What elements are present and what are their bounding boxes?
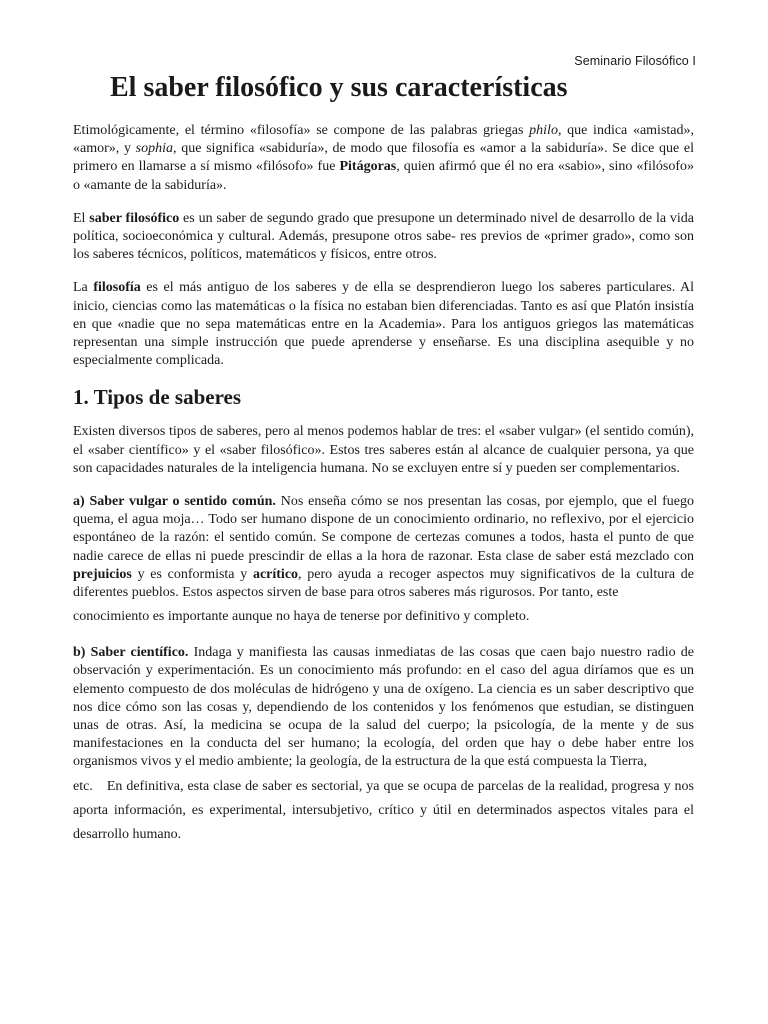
text-run: es un saber de segundo grado que presupone un determinado nivel de desarrollo de la vida política, socioeconómica y cultural. Además, presupone otros sabe- res previos de «primer grado», como son los saberes técnicos, políticos, matemáticos y físicos, entre otros. [73,210,694,263]
text-run: Etimológicamente, el término «filosofía» se compone de las palabras griegas [73,123,530,138]
text-run: , que indica «amistad», «amor», y [73,123,694,157]
text-run: y es conformista y [131,566,253,582]
text-run: , que significa «sabiduría», de modo que filosofía es «amor a la sabiduría». Se dice que el primero en llamarse a sí mismo «filósofo» fue [73,141,694,175]
term-prejuicios: prejuicios [73,566,132,582]
text-run: Nos enseña cómo se nos presentan las cosas, por ejemplo, que el fuego quema, el agua moja… Todo ser humano dispone de un conocimiento ordinario, no reflexivo, por el ejercicio espontáneo de la razón: el sentido común. Se compone de certezas comunes a todos, hasta el punto de que nadie carece de ellas ni puede prescindir de ellas a la hora de razonar. Esta clase de saber está mezclado con [73,494,694,564]
text-run: , quien afirmó que él no era «sabio», sino «filósofo» o «amante de la sabiduría». [73,159,694,193]
paragraph-tail: conocimiento es importante aunque no haya de tenerse por definitivo y completo. [73,609,530,625]
intro-paragraph-etymology [73,122,694,195]
term-philo: philo [529,123,558,138]
intro-paragraph-second-grade [73,210,694,265]
running-header: Seminario Filosófico I [574,54,696,68]
term-saber-filosofico: saber filosófico [89,210,180,226]
text-run: es el más antiguo de los saberes y de ella se desprendieron luego los saberes particulares. Al inicio, ciencias como las matemáticas o la física no estaban bien diferenciadas. Tanto es así que Platón insistía en que «nadie que no sepa matemáticas entre en la Academia». Para los antiguos griegos las matemáticas representan una simple instrucción que puede aprenderse y enseñarse. Es una disciplina asequible y no especialmente complicada. [73,280,695,369]
document-body [73,122,694,862]
text-run: El [73,210,90,226]
text-run: La [73,280,94,296]
paragraph-tail [73,775,694,847]
section-paragraph-three-types: Existen diversos tipos de saberes, pero al menos podemos hablar de tres: el «saber vulgar» (el sentido común), el «saber científico» y el «saber filosófico». Estos tres saberes están al alcance de cualquier persona, ya que son capacidades naturales de la inteligencia humana. No se excluyen entre sí y pueden ser complementarios. [73,424,694,476]
intro-paragraph-oldest [73,279,694,370]
text-run: , pero ayuda a recoger aspectos muy significativos de la cultura de diferentes pueblos. Estos aspectos sirven de base para otros saberes más rigurosos. Por tanto, este [73,566,695,601]
term-pitagoras: Pitágoras [339,159,397,175]
paragraph-saber-vulgar [73,493,694,629]
term-sophia: sophia [135,141,173,157]
paragraph-saber-cientifico [73,644,694,846]
item-label-saber-vulgar: a) Saber vulgar o sentido común. [73,494,276,510]
term-acritico: acrítico [252,566,299,582]
document-title: El saber filosófico y sus características [110,72,568,103]
section-heading-tipos: 1. Tipos de saberes [73,385,242,410]
item-label-saber-cientifico: b) Saber científico. [73,645,189,661]
text-run: En definitiva, esta clase de saber es sectorial, ya que se ocupa de parcelas de la realidad, progresa y nos aporta información, es experimental, intersubjetivo, crítico y útil en determinados aspectos vitales para el desarrollo humano. [73,778,694,842]
text-run: Indaga y manifiesta las causas inmediatas de las cosas que caen bajo nuestro radio de observación y experimentación. Es un conocimiento más profundo: en el caso del agua diríamos que es un elemento compuesto de dos moléculas de hidrógeno y una de oxígeno. La ciencia es un saber descriptivo que nos dice cómo son las cosas y, dependiendo de los contenidos y los fenómenos que estudian, se distinguen unas de otras. Así, la medicina se ocupa de la salud del cuerpo; la psicología, de la mente y de sus manifestaciones en la conducta del ser humano; la ecología, del orden que hay o debe haber entre los organismos vivos y el medio ambiente; la geología, de la estructura de la que está compuesta la Tierra, [73,645,694,770]
text-run-etc: etc. [73,778,93,794]
term-filosofia: filosofía [93,280,141,296]
